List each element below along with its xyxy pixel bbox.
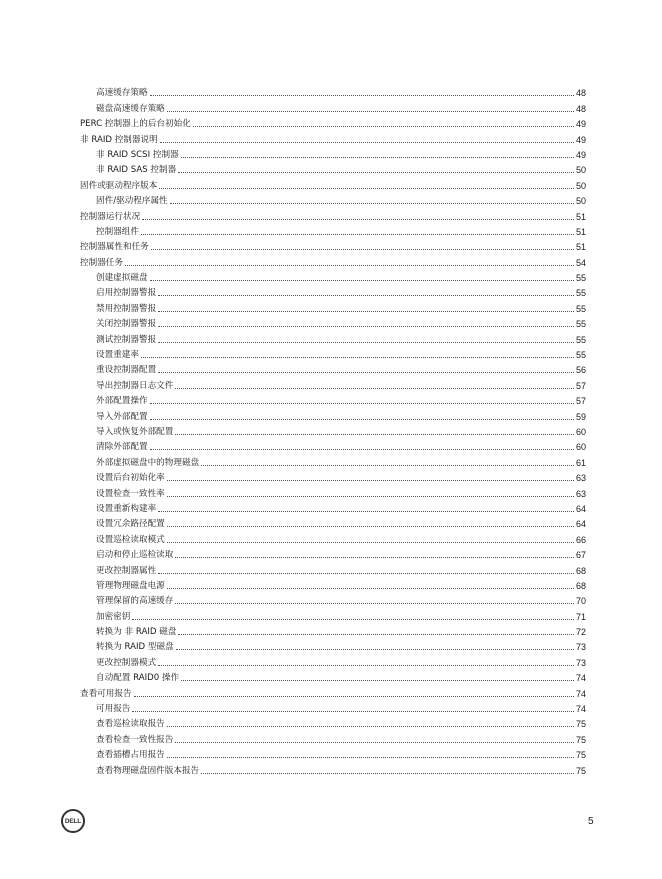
toc-entry-page: 55 — [575, 350, 586, 361]
toc-entry[interactable] — [80, 269, 586, 284]
toc-entry[interactable] — [80, 423, 586, 438]
toc-dot-leader — [201, 773, 574, 774]
toc-entry-title: 创建虚拟磁盘 — [96, 273, 148, 284]
toc-entry[interactable] — [80, 700, 586, 715]
toc-entry-title: 磁盘高速缓存策略 — [96, 103, 165, 114]
toc-dot-leader — [175, 603, 574, 604]
toc-entry-title: 自动配置 RAID0 操作 — [96, 673, 180, 684]
toc-dot-leader — [151, 249, 574, 250]
toc-entry-title: 设置重建率 — [96, 350, 139, 361]
toc-entry-title: 导出控制器日志文件 — [96, 380, 174, 391]
toc-dot-leader — [178, 634, 574, 635]
toc-entry-page: 55 — [575, 303, 586, 314]
toc-entry[interactable] — [80, 315, 586, 330]
toc-entry[interactable] — [80, 730, 586, 745]
toc-dot-leader — [158, 372, 574, 373]
toc-entry-page: 55 — [575, 319, 586, 330]
toc-entry-page: 61 — [575, 457, 586, 468]
toc-entry-page: 51 — [575, 226, 586, 237]
toc-entry-title: 可用报告 — [96, 704, 131, 715]
toc-entry-title: 设置检查一致性率 — [96, 488, 165, 499]
toc-entry-title: 查看巡检读取报告 — [96, 719, 165, 730]
toc-entry-page: 75 — [575, 750, 586, 761]
toc-entry-title: 非 RAID SCSI 控制器 — [96, 149, 179, 160]
toc-entry-page: 57 — [575, 380, 586, 391]
dell-logo — [61, 809, 85, 833]
toc-entry-title: 重设控制器配置 — [96, 365, 157, 376]
toc-entry-title: 设置冗余路径配置 — [96, 519, 165, 530]
toc-dot-leader — [150, 280, 574, 281]
toc-entry-page: 71 — [575, 611, 586, 622]
toc-entry[interactable] — [80, 453, 586, 468]
toc-entry-page: 56 — [575, 365, 586, 376]
toc-entry[interactable] — [80, 653, 586, 668]
toc-entry-page: 55 — [575, 334, 586, 345]
toc-entry-page: 54 — [575, 257, 586, 268]
toc-dot-leader — [134, 696, 574, 697]
toc-entry-page: 75 — [575, 734, 586, 745]
toc-entry-page: 66 — [575, 534, 586, 545]
toc-dot-leader — [167, 526, 574, 527]
toc-dot-leader — [167, 542, 574, 543]
toc-dot-leader — [181, 680, 574, 681]
toc-entry-page: 55 — [575, 288, 586, 299]
toc-dot-leader — [159, 188, 574, 189]
toc-entry-page: 64 — [575, 503, 586, 514]
toc-entry-title: 查看检查一致性报告 — [96, 734, 174, 745]
toc-dot-leader — [178, 172, 574, 173]
toc-entry-title: 转换为 RAID 型磁盘 — [96, 642, 174, 653]
toc-entry-title: 设置巡检读取模式 — [96, 534, 165, 545]
toc-dot-leader — [160, 142, 574, 143]
toc-entry-title: 禁用控制器警报 — [96, 303, 157, 314]
toc-entry[interactable] — [80, 192, 586, 207]
toc-entry-title: 管理保留的高速缓存 — [96, 596, 174, 607]
toc-entry-page: 57 — [575, 396, 586, 407]
toc-entry-title: 导入外部配置 — [96, 411, 148, 422]
toc-dot-leader — [150, 95, 574, 96]
toc-entry-title: 外部配置操作 — [96, 396, 148, 407]
toc-entry[interactable] — [80, 161, 586, 176]
toc-entry[interactable] — [80, 561, 586, 576]
toc-entry-title: 固件/驱动程序属性 — [96, 196, 168, 207]
toc-entry[interactable] — [80, 623, 586, 638]
toc-dot-leader — [158, 573, 574, 574]
page-number: 5 — [588, 816, 594, 827]
toc-dot-leader — [167, 757, 574, 758]
toc-entry[interactable] — [80, 84, 586, 99]
toc-entry[interactable] — [80, 592, 586, 607]
toc-entry-page: 59 — [575, 411, 586, 422]
toc-dot-leader — [170, 203, 574, 204]
toc-entry[interactable] — [80, 638, 586, 653]
toc-entry-page: 74 — [575, 704, 586, 715]
toc-entry-page: 75 — [575, 719, 586, 730]
toc-entry[interactable] — [80, 130, 586, 145]
toc-entry-title: 控制器属性和任务 — [80, 242, 149, 253]
toc-entry[interactable] — [80, 223, 586, 238]
toc-entry-title: 导入或恢复外部配置 — [96, 426, 174, 437]
toc-dot-leader — [125, 265, 574, 266]
toc-entry-page: 49 — [575, 134, 586, 145]
toc-entry[interactable] — [80, 361, 586, 376]
toc-entry[interactable] — [80, 684, 586, 699]
toc-entry-page: 63 — [575, 488, 586, 499]
toc-dot-leader — [167, 588, 574, 589]
toc-entry[interactable] — [80, 330, 586, 345]
toc-entry[interactable] — [80, 376, 586, 391]
toc-entry-page: 72 — [575, 627, 586, 638]
toc-dot-leader — [201, 465, 574, 466]
toc-dot-leader — [132, 619, 574, 620]
toc-entry[interactable] — [80, 761, 586, 776]
toc-entry-page: 68 — [575, 565, 586, 576]
toc-dot-leader — [167, 496, 574, 497]
toc-dot-leader — [167, 480, 574, 481]
table-of-contents — [80, 84, 586, 777]
toc-dot-leader — [158, 311, 574, 312]
toc-dot-leader — [142, 219, 574, 220]
toc-dot-leader — [141, 234, 574, 235]
toc-entry-page: 49 — [575, 149, 586, 160]
toc-entry-title: 启用控制器警报 — [96, 288, 157, 299]
toc-dot-leader — [181, 157, 574, 158]
toc-entry-title: 非 RAID 控制器说明 — [80, 134, 158, 145]
toc-entry-title: PERC 控制器上的后台初始化 — [80, 119, 191, 130]
toc-entry-page: 64 — [575, 519, 586, 530]
toc-entry-page: 73 — [575, 642, 586, 653]
toc-entry[interactable] — [80, 176, 586, 191]
toc-dot-leader — [158, 326, 574, 327]
toc-entry-page: 68 — [575, 580, 586, 591]
toc-dot-leader — [150, 403, 574, 404]
toc-dot-leader — [175, 557, 574, 558]
toc-entry-title: 设置重新构建率 — [96, 503, 157, 514]
toc-entry-title: 转换为 非 RAID 磁盘 — [96, 627, 177, 638]
toc-entry-page: 63 — [575, 473, 586, 484]
toc-entry-title: 高速缓存策略 — [96, 88, 148, 99]
toc-dot-leader — [175, 742, 574, 743]
toc-entry-title: 控制器任务 — [80, 257, 123, 268]
toc-entry-title: 查看物理磁盘固件版本报告 — [96, 765, 200, 776]
toc-dot-leader — [150, 449, 574, 450]
toc-dot-leader — [167, 111, 574, 112]
toc-entry[interactable] — [80, 607, 586, 622]
toc-dot-leader — [150, 419, 574, 420]
toc-entry-page: 48 — [575, 88, 586, 99]
toc-dot-leader — [141, 357, 574, 358]
toc-entry[interactable] — [80, 99, 586, 114]
toc-entry-title: 非 RAID SAS 控制器 — [96, 165, 177, 176]
toc-dot-leader — [158, 295, 574, 296]
toc-entry-title: 加密密钥 — [96, 611, 131, 622]
toc-entry-title: 关闭控制器警报 — [96, 319, 157, 330]
dell-logo-text: DELL — [64, 817, 82, 825]
toc-entry[interactable] — [80, 253, 586, 268]
toc-entry-page: 55 — [575, 273, 586, 284]
toc-entry-page: 50 — [575, 196, 586, 207]
toc-dot-leader — [132, 711, 574, 712]
toc-entry-title: 测试控制器警报 — [96, 334, 157, 345]
toc-entry-title: 更改控制器属性 — [96, 565, 157, 576]
toc-entry-title: 更改控制器模式 — [96, 657, 157, 668]
toc-entry-page: 49 — [575, 119, 586, 130]
toc-entry[interactable] — [80, 500, 586, 515]
toc-entry[interactable] — [80, 746, 586, 761]
toc-entry-title: 清除外部配置 — [96, 442, 148, 453]
toc-dot-leader — [175, 388, 574, 389]
toc-entry-title: 设置后台初始化率 — [96, 473, 165, 484]
toc-entry[interactable] — [80, 299, 586, 314]
toc-entry-page: 60 — [575, 442, 586, 453]
toc-entry-page: 74 — [575, 673, 586, 684]
toc-entry-title: 外部虚拟磁盘中的物理磁盘 — [96, 457, 200, 468]
toc-entry-title: 管理物理磁盘电源 — [96, 580, 165, 591]
toc-entry[interactable] — [80, 546, 586, 561]
toc-entry[interactable] — [80, 577, 586, 592]
toc-entry-page: 74 — [575, 688, 586, 699]
toc-entry[interactable] — [80, 484, 586, 499]
toc-dot-leader — [176, 649, 574, 650]
toc-entry-title: 查看插槽占用报告 — [96, 750, 165, 761]
toc-entry-page: 51 — [575, 242, 586, 253]
toc-entry[interactable] — [80, 407, 586, 422]
toc-entry-page: 73 — [575, 657, 586, 668]
toc-entry[interactable] — [80, 515, 586, 530]
toc-dot-leader — [158, 665, 574, 666]
toc-entry[interactable] — [80, 207, 586, 222]
toc-entry-page: 48 — [575, 103, 586, 114]
toc-entry-page: 67 — [575, 550, 586, 561]
toc-entry-page: 51 — [575, 211, 586, 222]
toc-entry[interactable] — [80, 438, 586, 453]
toc-dot-leader — [158, 511, 574, 512]
toc-entry-page: 60 — [575, 426, 586, 437]
toc-dot-leader — [175, 434, 574, 435]
toc-entry-page: 70 — [575, 596, 586, 607]
toc-entry[interactable] — [80, 392, 586, 407]
toc-entry-page: 75 — [575, 765, 586, 776]
toc-entry[interactable] — [80, 669, 586, 684]
toc-dot-leader — [193, 126, 574, 127]
toc-entry[interactable] — [80, 146, 586, 161]
toc-entry[interactable] — [80, 115, 586, 130]
toc-entry-title: 控制器运行状况 — [80, 211, 141, 222]
toc-entry[interactable] — [80, 715, 586, 730]
toc-dot-leader — [158, 342, 574, 343]
toc-entry[interactable] — [80, 469, 586, 484]
toc-entry-page: 50 — [575, 165, 586, 176]
toc-entry[interactable] — [80, 284, 586, 299]
toc-dot-leader — [167, 726, 574, 727]
toc-entry[interactable] — [80, 238, 586, 253]
toc-entry-title: 固件或驱动程序版本 — [80, 180, 158, 191]
toc-entry[interactable] — [80, 346, 586, 361]
toc-entry-title: 启动和停止巡检读取 — [96, 550, 174, 561]
toc-entry-title: 控制器组件 — [96, 226, 139, 237]
toc-entry-title: 查看可用报告 — [80, 688, 132, 699]
toc-entry[interactable] — [80, 530, 586, 545]
toc-entry-page: 50 — [575, 180, 586, 191]
